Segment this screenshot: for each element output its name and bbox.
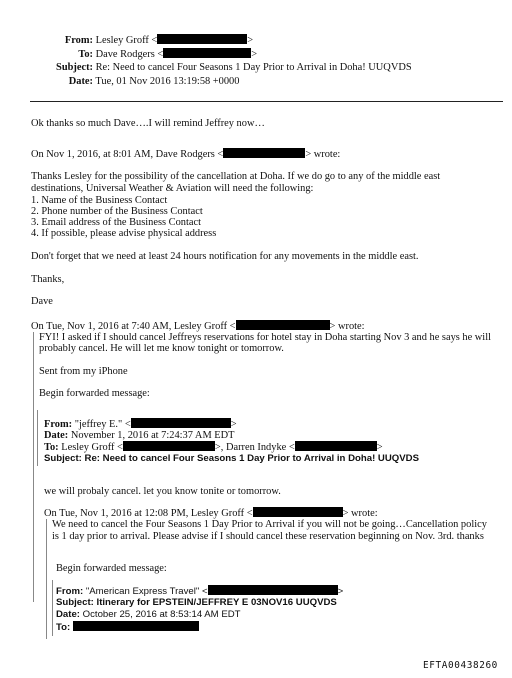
to-label: To:: [56, 622, 71, 633]
date-value: Tue, 01 Nov 2016 13:19:58 +0000: [95, 76, 240, 87]
dave-thanks: Thanks,: [31, 274, 65, 285]
begin-forwarded: Begin forwarded message:: [39, 388, 150, 399]
fwd2-date: [56, 609, 241, 621]
angle-close: >: [337, 586, 344, 597]
subject-label: Subject:: [56, 62, 93, 73]
redaction-box: [73, 621, 199, 631]
redaction-box: [223, 148, 305, 158]
to-value: Dave Rodgers <: [95, 49, 164, 60]
dave-line: Thanks Lesley for the possibility of the cancellation at Doha. If we do go to any of the middle east: [31, 171, 441, 182]
quote-bar: [37, 410, 38, 466]
to-mid: >, Darren Indyke <: [214, 442, 295, 453]
angle-close: >: [376, 442, 383, 453]
dave-notice: Don't forget that we need at least 24 hours notification for any movements in the middle east.: [31, 251, 419, 262]
quote-bar: [33, 332, 34, 602]
jeffrey-body: we will probaly cancel. let you know tonite or tomorrow.: [44, 486, 281, 497]
fwd2-subject: [56, 597, 337, 609]
date-value: October 25, 2016 at 8:53:14 AM EDT: [82, 609, 241, 620]
date-label: Date:: [44, 430, 69, 441]
from-value: "American Express Travel" <: [85, 586, 208, 597]
to-value: Lesley Groff <: [61, 442, 123, 453]
dave-list-item: 3. Email address of the Business Contact: [31, 217, 201, 228]
date-label: Date:: [56, 609, 80, 620]
angle-close: >: [247, 35, 254, 46]
to-label: To:: [78, 49, 93, 60]
lesley1-line: FYI! I asked if I should cancel Jeffreys reservations for hotel stay in Doha starting Nov 3 and he says he will: [39, 332, 491, 343]
header-to: [48, 48, 257, 61]
from-value: "jeffrey E." <: [74, 419, 131, 430]
fwd1-subject: [44, 453, 419, 465]
from-label: From:: [44, 419, 73, 430]
angle-close: >: [251, 49, 258, 60]
dave-wrote-line: [31, 148, 340, 161]
redaction-box: [236, 320, 330, 330]
header-divider: [30, 101, 503, 102]
subject-value: Re: Need to cancel Four Seasons 1 Day Prior to Arrival in Doha! UUQVDS: [84, 453, 419, 464]
subject-value: Itinerary for EPSTEIN/JEFFREY E 03NOV16 UUQVDS: [96, 597, 337, 608]
redaction-box: [208, 585, 338, 595]
wrote-suffix: > wrote:: [342, 508, 378, 519]
wrote-prefix: On Tue, Nov 1, 2016 at 7:40 AM, Lesley Groff <: [31, 321, 236, 332]
subject-label: Subject:: [56, 597, 94, 608]
header-from: [48, 34, 253, 47]
dave-list-item: 1. Name of the Business Contact: [31, 195, 168, 206]
dave-line: destinations, Universal Weather & Aviation will need the following:: [31, 183, 314, 194]
sent-from-iphone: Sent from my iPhone: [39, 366, 128, 377]
wrote-suffix: > wrote:: [329, 321, 365, 332]
redaction-box: [131, 418, 231, 428]
subject-label: Subject:: [44, 453, 82, 464]
from-value: Lesley Groff <: [95, 35, 158, 46]
redaction-box: [253, 507, 343, 517]
date-label: Date:: [68, 76, 93, 87]
wrote-prefix: On Tue, Nov 1, 2016 at 12:08 PM, Lesley Groff <: [44, 508, 253, 519]
redaction-box: [163, 48, 251, 58]
document-id: EFTA00438260: [423, 660, 498, 671]
quote-bar: [52, 580, 53, 636]
angle-close: >: [230, 419, 237, 430]
from-label: From:: [56, 586, 84, 597]
dave-list-item: 2. Phone number of the Business Contact: [31, 206, 203, 217]
redaction-box: [157, 34, 247, 44]
reply-body: Ok thanks so much Dave….I will remind Jeffrey now…: [31, 118, 265, 129]
dave-list-item: 4. If possible, please advise physical address: [31, 228, 217, 239]
lesley1-line: probably cancel. He will let me know tonight or tomorrow.: [39, 343, 284, 354]
subject-value: Re: Need to cancel Four Seasons 1 Day Prior to Arrival in Doha! UUQVDS: [95, 62, 412, 73]
wrote-suffix: > wrote:: [305, 149, 341, 160]
redaction-box: [295, 441, 377, 451]
lesley2-line: is 1 day prior to arrival. Please advise if I should cancel these reservation beginning on Nov. 3rd. thanks: [52, 531, 484, 542]
date-value: November 1, 2016 at 7:24:37 AM EDT: [70, 430, 235, 441]
redaction-box: [123, 441, 215, 451]
wrote-prefix: On Nov 1, 2016, at 8:01 AM, Dave Rodgers <: [31, 149, 224, 160]
dave-signature: Dave: [31, 296, 53, 307]
lesley2-line: We need to cancel the Four Seasons 1 Day Prior to Arrival if you will not be going…Cancellation policy: [52, 519, 487, 530]
begin-forwarded: Begin forwarded message:: [56, 563, 167, 574]
header-date: [48, 76, 239, 88]
from-label: From:: [64, 35, 93, 46]
to-label: To:: [44, 442, 59, 453]
header-subject: [48, 62, 412, 74]
fwd2-to: [56, 621, 199, 634]
quote-bar: [46, 519, 47, 639]
